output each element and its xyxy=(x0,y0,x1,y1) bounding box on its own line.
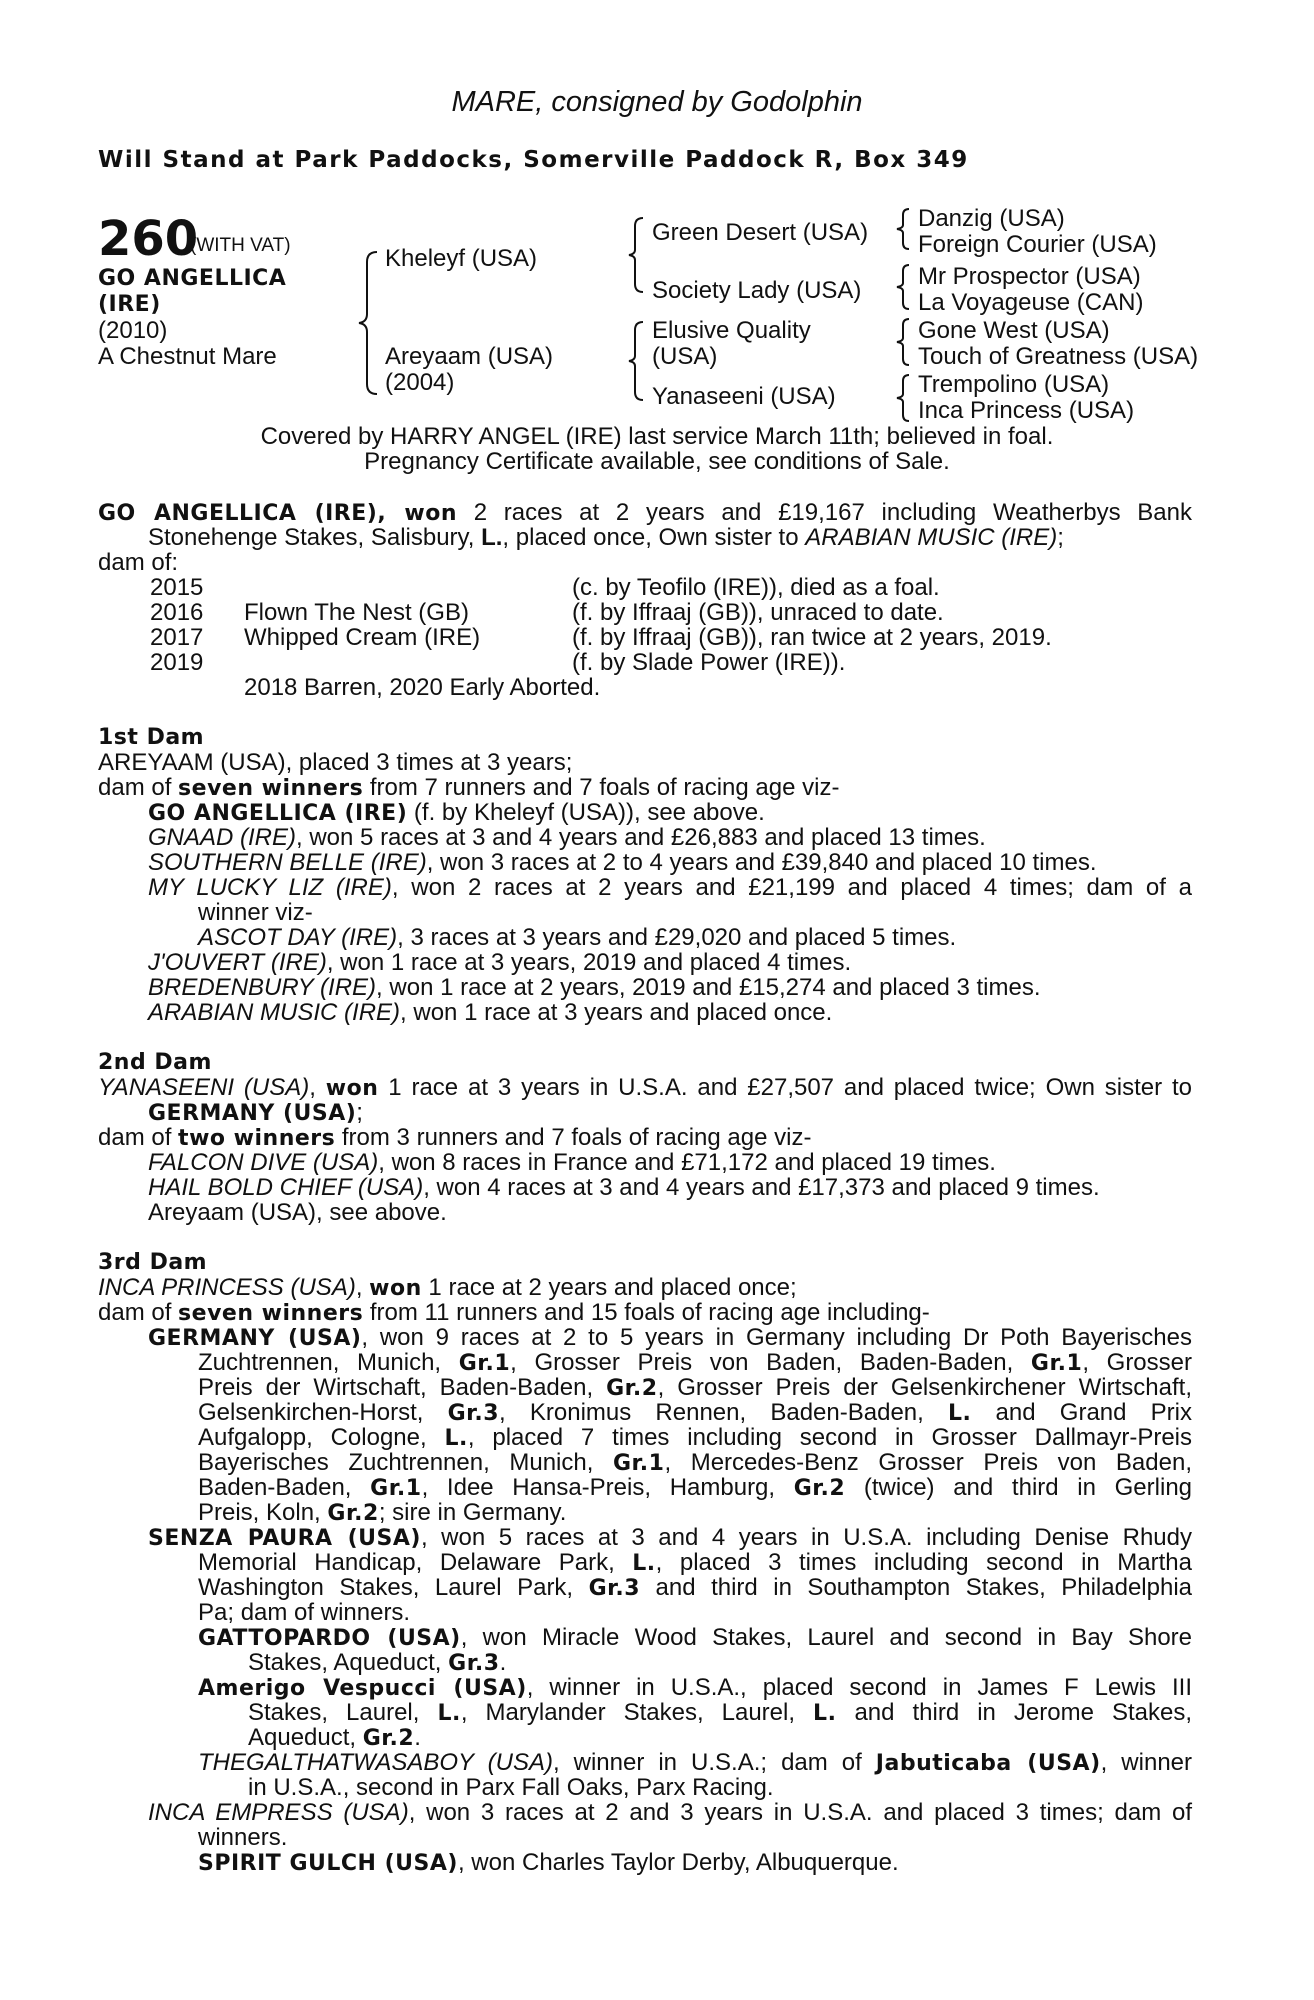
pedigree-brace-dam xyxy=(625,318,651,404)
t: . xyxy=(414,1724,421,1751)
progeny-name: SENZA PAURA (USA) xyxy=(148,1526,421,1551)
pedigree-brace-main xyxy=(355,248,385,398)
summary-l2e: ; xyxy=(1057,524,1064,551)
senza-line xyxy=(198,1550,1192,1576)
third-dam-heading: 3rd Dam xyxy=(98,1250,208,1275)
t: Aufgalopp, Cologne, xyxy=(198,1424,445,1451)
t: Preis der Wirtschaft, Baden-Baden, xyxy=(198,1374,607,1401)
t: 1 race at 2 years and placed once; xyxy=(421,1274,797,1301)
produce-detail: (f. by Iffraaj (GB)), unraced to date. xyxy=(572,599,944,626)
germany-line xyxy=(148,1325,1192,1351)
progeny-name: Jabuticaba (USA) xyxy=(875,1751,1101,1776)
grade: Gr.1 xyxy=(370,1476,422,1501)
t: Bayerisches Zuchtrennen, Munich, xyxy=(198,1449,613,1476)
produce-year: 2019 xyxy=(150,649,204,676)
empress-line: winners. xyxy=(198,1824,288,1851)
t: from 3 runners and 7 foals of racing age viz- xyxy=(335,1124,812,1151)
grade: Gr.2 xyxy=(606,1376,658,1401)
senza-line xyxy=(198,1575,1192,1601)
t: and Grand Prix xyxy=(971,1399,1192,1426)
covered-line: Covered by HARRY ANGEL (IRE) last service March 11th; believed in foal. xyxy=(260,423,1054,450)
pedigree-brace-ds xyxy=(893,316,915,368)
dam-name: INCA PRINCESS (USA) xyxy=(98,1274,356,1301)
produce-name: Flown The Nest (GB) xyxy=(244,599,469,626)
summary-line1 xyxy=(98,500,1192,526)
germany-line xyxy=(198,1425,1192,1451)
third-dam-summary xyxy=(98,1300,930,1326)
grade: L. xyxy=(947,1401,972,1426)
t: Gelsenkirchen-Horst, xyxy=(198,1399,448,1426)
t: , 3 races at 3 years and £29,020 and placed 5 times. xyxy=(397,924,957,951)
third-dam-line xyxy=(98,1275,797,1301)
grade: Gr.2 xyxy=(793,1476,846,1501)
t: , Mercedes-Benz Grosser Preis von Baden, xyxy=(664,1449,1192,1476)
t: Zuchtrennen, Munich, xyxy=(198,1349,459,1376)
grade: Gr.2 xyxy=(327,1501,379,1526)
progeny-name: BREDENBURY (IRE) xyxy=(148,974,377,1001)
grade: Gr.1 xyxy=(458,1351,511,1376)
sire-name: Kheleyf (USA) xyxy=(385,245,538,272)
progeny-name: GERMANY (USA) xyxy=(148,1326,362,1351)
t: , Marylander Stakes, Laurel, xyxy=(460,1699,814,1726)
second-dam-line2 xyxy=(148,1100,363,1126)
progeny-line xyxy=(148,875,1192,900)
dam-year: (2004) xyxy=(385,369,455,396)
grade: Gr.2 xyxy=(362,1726,415,1751)
t: , won 5 races at 3 and 4 years and £26,883 and placed 13 times. xyxy=(296,824,986,851)
grade: Gr.3 xyxy=(588,1576,641,1601)
horse-description: A Chestnut Mare xyxy=(98,343,277,370)
progeny-name: GNAAD (IRE) xyxy=(148,824,297,851)
lot-number: 260 xyxy=(98,211,199,267)
t: , won 3 races at 2 and 3 years in U.S.A. and placed 3 times; dam of xyxy=(408,1799,1192,1826)
ds-sire: Gone West (USA) xyxy=(918,317,1110,344)
dam-sire-line1: Elusive Quality xyxy=(652,317,811,344)
progeny-line xyxy=(148,975,1041,1000)
t: . xyxy=(499,1649,507,1676)
ds-dam: Touch of Greatness (USA) xyxy=(918,343,1199,370)
thegal-line: in U.S.A., second in Parx Fall Oaks, Parx Racing. xyxy=(248,1774,774,1801)
empress-line xyxy=(148,1800,1192,1825)
grade: Gr.1 xyxy=(613,1451,665,1476)
pedigree-brace-dd xyxy=(893,372,915,424)
summary-l2b: L. xyxy=(481,524,503,551)
t: , winner in U.S.A., placed second in James F Lewis III xyxy=(526,1674,1192,1701)
grade: Gr.3 xyxy=(447,1401,500,1426)
first-dam-heading: 1st Dam xyxy=(98,725,205,750)
t: Memorial Handicap, Delaware Park, xyxy=(198,1549,633,1576)
progeny-name: THEGALTHATWASABOY (USA) xyxy=(198,1749,553,1776)
amerigo-line xyxy=(248,1700,1192,1726)
t: dam of xyxy=(98,1299,179,1326)
t: , won 8 races in France and £71,172 and placed 19 times. xyxy=(378,1149,996,1176)
second-dam-summary xyxy=(98,1125,811,1151)
vat-label: (WITH VAT) xyxy=(190,235,291,256)
winners-count: two winners xyxy=(178,1126,336,1151)
sire-dam: Society Lady (USA) xyxy=(652,277,862,304)
summary-l2c: , placed once, Own sister to xyxy=(502,524,806,551)
t: (f. by Kheleyf (USA)), see above. xyxy=(407,799,765,826)
dam-name: YANASEENI (USA) xyxy=(98,1074,310,1101)
second-dam-line xyxy=(98,1075,1192,1101)
produce-year: 2016 xyxy=(150,599,204,626)
t: from 7 runners and 7 foals of racing age viz- xyxy=(363,774,840,801)
ss-dam: Foreign Courier (USA) xyxy=(918,231,1157,258)
t: , xyxy=(355,1274,370,1301)
t: (twice) and third in Gerling xyxy=(845,1474,1193,1501)
produce-name: Whipped Cream (IRE) xyxy=(244,624,481,651)
amerigo-line xyxy=(248,1725,421,1751)
t: Baden-Baden, xyxy=(198,1474,371,1501)
horse-name: GO ANGELLICA xyxy=(98,266,287,291)
stand-location: Will Stand at Park Paddocks, Somerville Paddock R, Box 349 xyxy=(98,147,969,173)
first-dam-summary xyxy=(98,775,839,801)
progeny-name: ASCOT DAY (IRE) xyxy=(198,924,398,951)
progeny-name: SPIRIT GULCH (USA) xyxy=(198,1851,458,1876)
t: , won 1 race at 2 years, 2019 and £15,274 and placed 3 times. xyxy=(376,974,1041,1001)
summary-l2d: ARABIAN MUSIC (IRE) xyxy=(805,524,1058,551)
germany-line xyxy=(198,1500,566,1526)
dd-dam: Inca Princess (USA) xyxy=(918,397,1135,424)
t: , placed 7 times including second in Grosser Dallmayr-Preis xyxy=(467,1424,1193,1451)
sd-dam: La Voyageuse (CAN) xyxy=(918,289,1144,316)
progeny-cont: winner viz- xyxy=(198,899,313,926)
gatto-line xyxy=(248,1650,506,1676)
winners-count: seven winners xyxy=(178,776,364,801)
germany-line xyxy=(198,1475,1192,1501)
sire-sire: Green Desert (USA) xyxy=(652,219,869,246)
t: and third in Jerome Stakes, xyxy=(836,1699,1192,1726)
grade: L. xyxy=(813,1701,837,1726)
progeny-name: GATTOPARDO (USA) xyxy=(198,1626,461,1651)
t: , won 9 races at 2 to 5 years in Germany including Dr Poth Bayerisches xyxy=(361,1324,1192,1351)
progeny-line xyxy=(148,950,851,975)
progeny-line xyxy=(148,800,765,826)
t: , won 3 races at 2 to 4 years and £39,840 and placed 10 times. xyxy=(426,849,1097,876)
progeny-line xyxy=(198,925,956,950)
summary-line2 xyxy=(148,525,1064,550)
dam-sire-line2: (USA) xyxy=(652,343,718,370)
t: , won 4 races at 3 and 4 years and £17,373 and placed 9 times. xyxy=(423,1174,1100,1201)
t: , winner in U.S.A.; dam of xyxy=(552,1749,876,1776)
produce-detail: (f. by Slade Power (IRE)). xyxy=(572,649,846,676)
thegal-line xyxy=(198,1750,1192,1776)
t: from 11 runners and 15 foals of racing age including- xyxy=(363,1299,930,1326)
produce-detail: (c. by Teofilo (IRE)), died as a foal. xyxy=(572,574,940,601)
summary-text: 2 races at 2 years and £19,167 including Weatherbys Bank xyxy=(473,499,1193,526)
progeny-line xyxy=(148,825,986,850)
gatto-line xyxy=(198,1625,1192,1651)
produce-year: 2015 xyxy=(150,574,204,601)
pedigree-brace-ss xyxy=(893,206,915,252)
horse-country: (IRE) xyxy=(98,292,161,317)
t: , won 5 races at 3 and 4 years in U.S.A. including Denise Rhudy xyxy=(420,1524,1193,1551)
t: Washington Stakes, Laurel Park, xyxy=(198,1574,589,1601)
t: , winner xyxy=(1100,1749,1193,1776)
dam-of-label: dam of: xyxy=(98,549,179,576)
progeny-name: SOUTHERN BELLE (IRE) xyxy=(148,849,427,876)
ss-sire: Danzig (USA) xyxy=(918,205,1065,232)
t: , Grosser Preis der Gelsenkirchener Wirtschaft, xyxy=(657,1374,1192,1401)
t: , won Miracle Wood Stakes, Laurel and second in Bay Shore xyxy=(460,1624,1193,1651)
progeny-name: HAIL BOLD CHIEF (USA) xyxy=(148,1174,424,1201)
winners-count: seven winners xyxy=(178,1301,364,1326)
grade: L. xyxy=(437,1701,461,1726)
progeny-line xyxy=(148,1175,1100,1200)
t: , won 1 race at 3 years and placed once. xyxy=(400,999,833,1026)
second-dam-heading: 2nd Dam xyxy=(98,1050,212,1075)
grade: Gr.3 xyxy=(448,1651,500,1676)
senza-line xyxy=(148,1525,1192,1551)
dam-name: Areyaam (USA) xyxy=(385,343,554,370)
germany-line xyxy=(198,1450,1192,1476)
summary-l2a: Stonehenge Stakes, Salisbury, xyxy=(148,524,482,551)
grade: Gr.1 xyxy=(1030,1351,1083,1376)
t: dam of xyxy=(98,1124,179,1151)
sibling-name: GERMANY (USA) xyxy=(148,1101,357,1126)
dam-dam: Yanaseeni (USA) xyxy=(652,383,836,410)
grade: L. xyxy=(444,1426,468,1451)
pregnancy-line: Pregnancy Certificate available, see conditions of Sale. xyxy=(364,448,950,475)
progeny-name: J'OUVERT (IRE) xyxy=(148,949,327,976)
page-title: MARE, consigned by Godolphin xyxy=(451,86,863,118)
progeny-line xyxy=(148,1000,832,1025)
t: , xyxy=(309,1074,326,1101)
grade: L. xyxy=(632,1551,656,1576)
progeny-name: INCA EMPRESS (USA) xyxy=(148,1799,409,1826)
foaling-year: (2010) xyxy=(98,317,168,344)
pedigree-brace-sd xyxy=(893,262,915,312)
won-label: won xyxy=(369,1276,422,1301)
first-dam-line: AREYAAM (USA), placed 3 times at 3 years; xyxy=(98,749,573,776)
t: , won 2 races at 2 years and £21,199 and placed 4 times; dam of a xyxy=(391,874,1192,901)
t: , Idee Hansa-Preis, Hamburg, xyxy=(421,1474,794,1501)
t: ; sire in Germany. xyxy=(378,1499,567,1526)
t: , Grosser xyxy=(1082,1349,1192,1376)
progeny-line: Areyaam (USA), see above. xyxy=(148,1199,447,1226)
dd-sire: Trempolino (USA) xyxy=(918,371,1110,398)
germany-line xyxy=(198,1350,1192,1376)
t: , placed 3 times including second in Martha xyxy=(655,1549,1192,1576)
t: , Grosser Preis von Baden, Baden-Baden, xyxy=(510,1349,1031,1376)
progeny-name: ARABIAN MUSIC (IRE) xyxy=(148,999,401,1026)
germany-line xyxy=(198,1375,1192,1401)
spirit-line xyxy=(198,1850,899,1876)
t: 1 race at 3 years in U.S.A. and £27,507 and placed twice; Own sister to xyxy=(378,1074,1192,1101)
produce-detail: (f. by Iffraaj (GB)), ran twice at 2 years, 2019. xyxy=(572,624,1052,651)
t: ; xyxy=(356,1099,363,1126)
sd-sire: Mr Prospector (USA) xyxy=(918,263,1141,290)
t: , won 1 race at 3 years, 2019 and placed 4 times. xyxy=(326,949,852,976)
progeny-name: Amerigo Vespucci (USA) xyxy=(198,1676,527,1701)
progeny-name: FALCON DIVE (USA) xyxy=(148,1149,379,1176)
summary-name: GO ANGELLICA (IRE), won xyxy=(98,501,457,526)
produce-year: 2017 xyxy=(150,624,204,651)
t: and third in Southampton Stakes, Philadelphia xyxy=(640,1574,1193,1601)
progeny-line xyxy=(148,850,1096,875)
t: , won Charles Taylor Derby, Albuquerque. xyxy=(457,1849,899,1876)
won-label: won xyxy=(325,1076,379,1101)
progeny-line xyxy=(148,1150,996,1175)
t: dam of xyxy=(98,774,179,801)
barren-note: 2018 Barren, 2020 Early Aborted. xyxy=(244,674,601,701)
t: Aqueduct, xyxy=(248,1724,363,1751)
t: Preis, Koln, xyxy=(198,1499,328,1526)
t: , Kronimus Rennen, Baden-Baden, xyxy=(499,1399,948,1426)
senza-line: Pa; dam of winners. xyxy=(198,1599,411,1626)
progeny-name: MY LUCKY LIZ (IRE) xyxy=(148,874,392,901)
pedigree-brace-sire xyxy=(625,214,651,294)
germany-line xyxy=(198,1400,1192,1426)
amerigo-line xyxy=(198,1675,1192,1701)
t: Stakes, Laurel, xyxy=(248,1699,438,1726)
progeny-name: GO ANGELLICA (IRE) xyxy=(148,801,408,826)
t: Stakes, Aqueduct, xyxy=(248,1649,449,1676)
